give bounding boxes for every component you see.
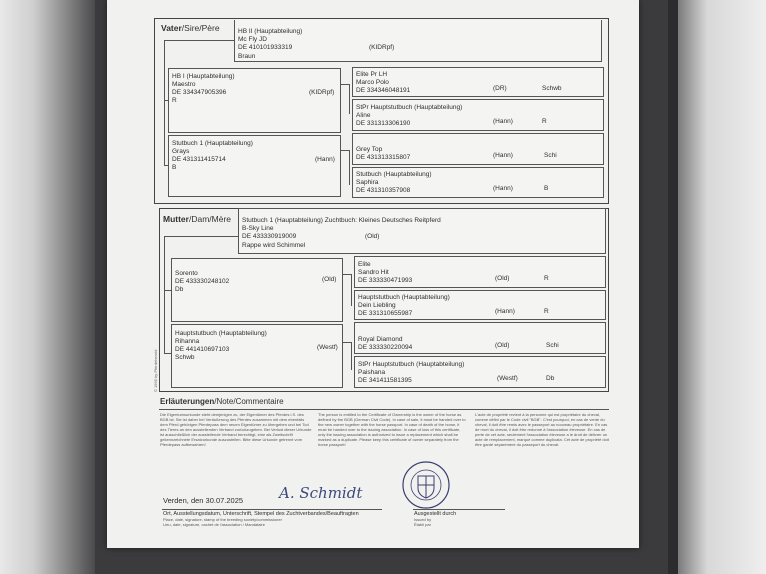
background-right [668, 0, 766, 574]
dam-ggs2-color: Schi [546, 342, 559, 349]
dam-ggd2-studbook: StPr Hauptstutbuch (Hauptabteilung) [358, 361, 465, 368]
dam-name: B-Sky Line [242, 225, 274, 232]
damsire-name: Sorento [175, 270, 198, 277]
divider [159, 409, 609, 410]
issuer-caption-en: Issued by [414, 517, 432, 522]
sire-ggs1-color: Schwb [542, 85, 562, 92]
dam-ggd1-ueln: DE 331310655987 [358, 310, 413, 317]
grandsire-org: (KIDRpf) [309, 89, 335, 96]
grandsire-ueln: DE 334347905396 [172, 89, 227, 96]
background-strip [668, 0, 678, 574]
connector [164, 40, 165, 165]
sire-ggd1-studbook: StPr Hauptstutbuch (Hauptabteilung) [356, 104, 463, 111]
connector [341, 150, 349, 151]
issue-place-date: Verden, den 30.07.2025 [163, 496, 244, 505]
dam-ggd1-org: (Hann) [495, 308, 515, 315]
sire-ggs2-ueln: DE 431313315807 [356, 154, 411, 161]
granddam-org: (Hann) [315, 156, 335, 163]
sire-ueln: DE 410101933319 [238, 44, 293, 51]
connector [351, 342, 352, 370]
sire-ggs2-org: (Hann) [493, 152, 513, 159]
granddam-ueln: DE 431311415714 [172, 156, 226, 163]
connector [351, 274, 352, 306]
sire-ggs1-org: (DR) [493, 85, 507, 92]
sire-ggd1-name: Aline [356, 112, 371, 119]
sire-ggs2-name: Grey Top [356, 146, 383, 153]
sire-box [234, 20, 602, 62]
dam-ggd1-color: R [544, 308, 549, 315]
signature-caption-en: Place, date, signature, stamp of the breeding society/commissioner [163, 517, 282, 522]
granddam-studbook: Stutbuch 1 (Hauptabteilung) [172, 140, 253, 147]
dam-ggd2-ueln: DE 341411581395 [358, 377, 412, 384]
dam-studbook: Stutbuch 1 (Hauptabteilung) Zuchtbuch: Kleines Deutsches Reitpferd [242, 217, 441, 224]
sire-ggd1-color: R [542, 118, 547, 125]
damsire-ueln: DE 433330248102 [175, 278, 230, 285]
notes-header: Erläuterungen/Note/Commentaire [160, 397, 284, 406]
damsire-org: (Old) [322, 276, 337, 283]
sire-ggd1-org: (Hann) [493, 118, 513, 125]
dam-ggs2-ueln: DE 333330220094 [358, 344, 413, 351]
sire-org: (KIDRpf) [369, 44, 395, 51]
background-left [0, 0, 95, 574]
note-french: L'acte de propriété revient à la personne qui est propriétaire du cheval, comme défini par le Code civil "BGB". C'est pourquoi, en cas de vente du cheval, il doit être remis avec le passeport au nouveau propriétaire. En cas de mort du cheval, il doit être redonné à l'association éleveuse. En cas de perte de cet acte, seulement l'association éleveuse a le droit de délivrer un acte de remplacement, marqué comme duplicata. Cet acte de propriété doit être gardé séparément du passeport du cheval. [475, 412, 609, 447]
damsire-color: Db [175, 286, 184, 293]
sire-ggd1-ueln: DE 331313306190 [356, 120, 411, 127]
issuer-caption-fr: Établi par [414, 522, 431, 527]
dam-ggs2-org: (Old) [495, 342, 510, 349]
dam-ggs1-ueln: DE 333330471993 [358, 277, 413, 284]
connector [349, 84, 350, 114]
association-seal-icon [401, 460, 451, 510]
grandsire-name: Maestro [172, 81, 196, 88]
grandsire-studbook: HB I (Hauptabteilung) [172, 73, 235, 80]
connector [164, 236, 238, 237]
sire-ggd2-name: Saphira [356, 179, 379, 186]
connector [349, 150, 350, 185]
dam-org: (Old) [365, 233, 380, 240]
connector [341, 84, 349, 85]
dam-ggs1-name: Sandro Hit [358, 269, 389, 276]
note-german: Die Eigentumsurkunde steht demjenigen zu, der Eigentümer des Pferdes i.S. des BGB ist. Sie ist daher bei Veräußerung des Pferdes zusammen mit dem ebenfalls dem Pferd gehörigen Pferdepass dem neuen Eigentümer zu übergeben und bei Tod des Tieres an den ausstellenden Verband zurückzugeben. Bei Verlust dieser Urkunde ist ausschließlich der ausstellende Verband berechtigt, eine als Zweitschrift gekennzeichnete Ersatzurkunde auszustellen. Bitte diese Urkunde getrennt vom Pferdepass aufbewahren! [160, 412, 312, 447]
sire-color: Braun [238, 53, 256, 60]
damdam-studbook: Hauptstutbuch (Hauptabteilung) [175, 330, 267, 337]
connector [164, 290, 171, 291]
dam-ggd1-studbook: Hauptstutbuch (Hauptabteilung) [358, 294, 450, 301]
dam-ggs2-name: Royal Diamond [358, 336, 403, 343]
sire-ggd2-ueln: DE 431310357908 [356, 187, 411, 194]
damdam-name: Rihanna [175, 338, 200, 345]
signature: A. Schmidt [279, 484, 363, 502]
signature-caption: Ort, Ausstellungsdatum, Unterschrift, Stempel des Zuchtverbandes/Beauftragten [163, 511, 359, 517]
connector [343, 274, 351, 275]
issuer-line [413, 509, 505, 510]
dam-ggd1-name: Dein Liebling [358, 302, 396, 309]
ownership-certificate [107, 0, 639, 548]
dam-ggs1-color: R [544, 275, 549, 282]
dam-section-header: Mutter/Dam/Mère [163, 214, 232, 224]
sire-name: Mc Fly JD [238, 36, 267, 43]
grandsire-color: R [172, 97, 177, 104]
sire-section-header: Vater/Sire/Père [161, 23, 220, 33]
sire-ggs1-ueln: DE 334346048191 [356, 87, 411, 94]
damdam-org: (Westf) [317, 344, 338, 351]
sire-ggs2-color: Schi [544, 152, 557, 159]
issuer-caption: Ausgestellt durch [414, 511, 457, 517]
sire-ggd2-org: (Hann) [493, 185, 513, 192]
dam-ggd2-name: Paishana [358, 369, 386, 376]
sire-ggd2-studbook: Stutbuch (Hauptabteilung) [356, 171, 432, 178]
sire-ggs1-name: Marco Polo [356, 79, 389, 86]
damdam-color: Schwb [175, 354, 195, 361]
dam-ggd2-org: (Westf) [497, 375, 518, 382]
sire-ggs1-studbook: Elite Pr LH [356, 71, 388, 78]
signature-line [162, 509, 382, 510]
granddam-color: B [172, 164, 177, 171]
dam-ueln: DE 433330919009 [242, 233, 297, 240]
connector [164, 236, 165, 353]
connector [343, 342, 351, 343]
copyright-note: © 1995 by Pferdeherold [153, 349, 158, 392]
dam-ggs1-studbook: Elite [358, 261, 371, 268]
signature-caption-fr: Lieu, date, signature, cachet de l'association / Mandataire [163, 522, 265, 527]
dam-color: Rappe wird Schimmel [242, 242, 306, 249]
dam-ggd2-color: Db [546, 375, 555, 382]
note-english: The person is entitled to the Certificate of Ownership is the owner of the horse as defined by the BGB (German Civil Code). In case of sale, it must be handed over to the new owner together with the horse passport. In case of death of the horse, it must be handed over to the issuing association. In case of loss of this certificate, only the issuing association is authorized to issue a replacement which shall be marked as a duplicate. Please keep this certificate of owner separately from the horse passport! [318, 412, 466, 447]
connector [164, 40, 234, 41]
damdam-ueln: DE 441410697103 [175, 346, 230, 353]
granddam-name: Grays [172, 148, 190, 155]
sire-ggd2-color: B [544, 185, 549, 192]
connector [164, 353, 171, 354]
dam-ggs1-org: (Old) [495, 275, 510, 282]
damsire-box [171, 258, 343, 322]
sire-studbook: HB II (Hauptabteilung) [238, 28, 303, 35]
